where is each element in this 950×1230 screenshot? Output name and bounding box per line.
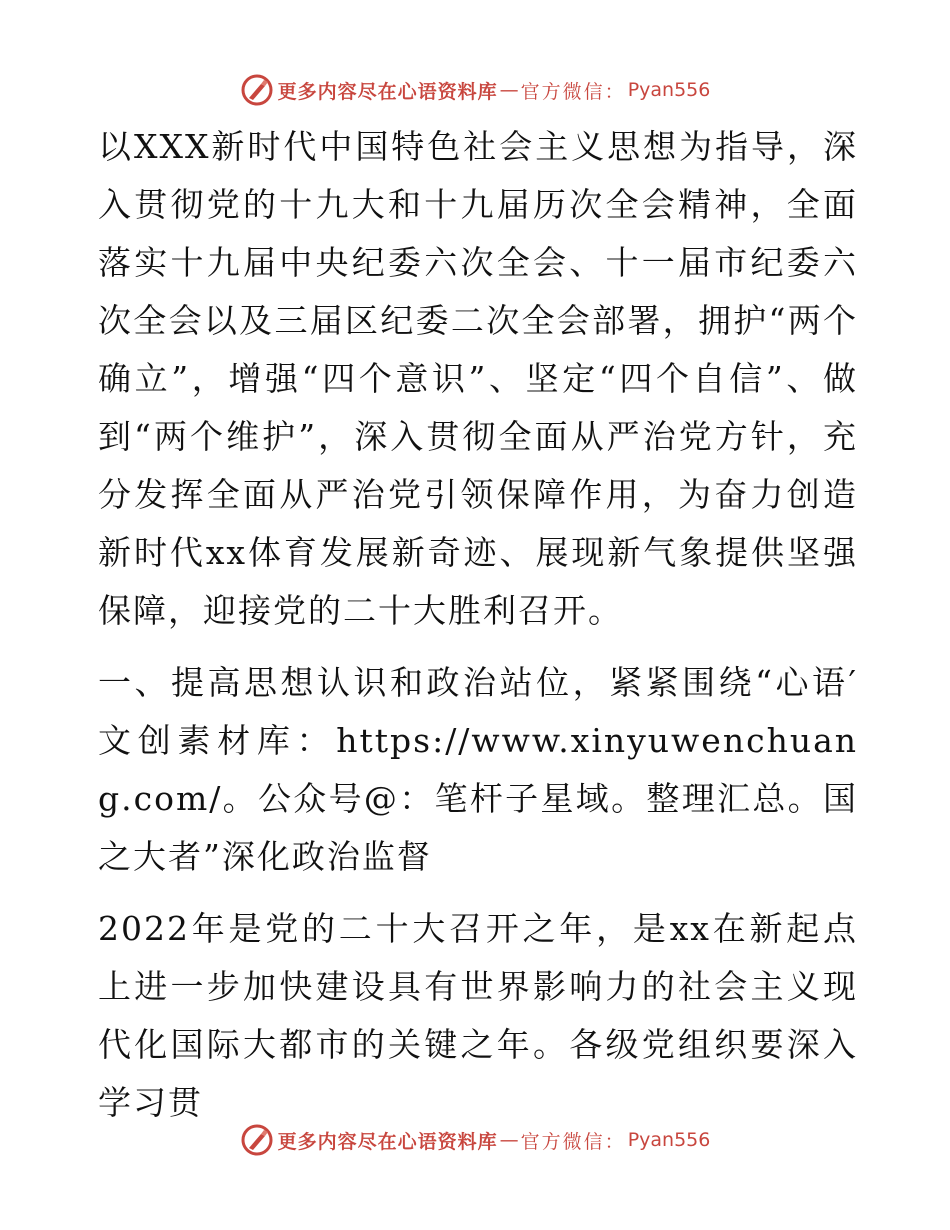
watermark-main-text: 更多内容尽在心语资料库	[277, 80, 498, 103]
paragraph-section-heading: 一、提高思想认识和政治站位，紧紧围绕“心语′文创素材库：https://www.xinyuwenchuang.com/。公众号@：笔杆子星域。整理汇总。国之大者”深化政治监督	[98, 663, 858, 876]
paragraph-2022: 2022年是党的二十大召开之年，是xx在新起点上进一步加快建设具有世界影响力的社会主义现代化国际大都市的关键之年。各级党组织要深入学习贯	[98, 909, 858, 1122]
watermark-main-text: 更多内容尽在心语资料库	[277, 1130, 498, 1153]
header-watermark	[0, 70, 950, 110]
watermark-official-label: 官方微信：	[520, 1130, 626, 1153]
watermark-separator: —	[499, 79, 519, 101]
pen-logo-icon	[240, 73, 274, 107]
watermark-wechat-id: Pyan556	[627, 1129, 711, 1151]
pen-logo-icon	[240, 1123, 274, 1157]
watermark-separator: —	[499, 1129, 519, 1151]
document-body	[98, 118, 858, 1132]
watermark-wechat-id: Pyan556	[627, 79, 711, 101]
paragraph-intro: 以XXX新时代中国特色社会主义思想为指导，深入贯彻党的十九大和十九届历次全会精神，全面落实十九届中央纪委六次全会、十一届市纪委六次全会以及三届区纪委二次全会部署，拥护“两个确立”，增强“四个意识”、坚定“四个自信”、做到“两个维护”，深入贯彻全面从严治党方针，充分发挥全面从严治党引领保障作用，为奋力创造新时代xx体育发展新奇迹、展现新气象提供坚强保障，迎接党的二十大胜利召开。	[98, 127, 858, 630]
watermark-official-label: 官方微信：	[520, 80, 626, 103]
footer-watermark	[0, 1120, 950, 1160]
